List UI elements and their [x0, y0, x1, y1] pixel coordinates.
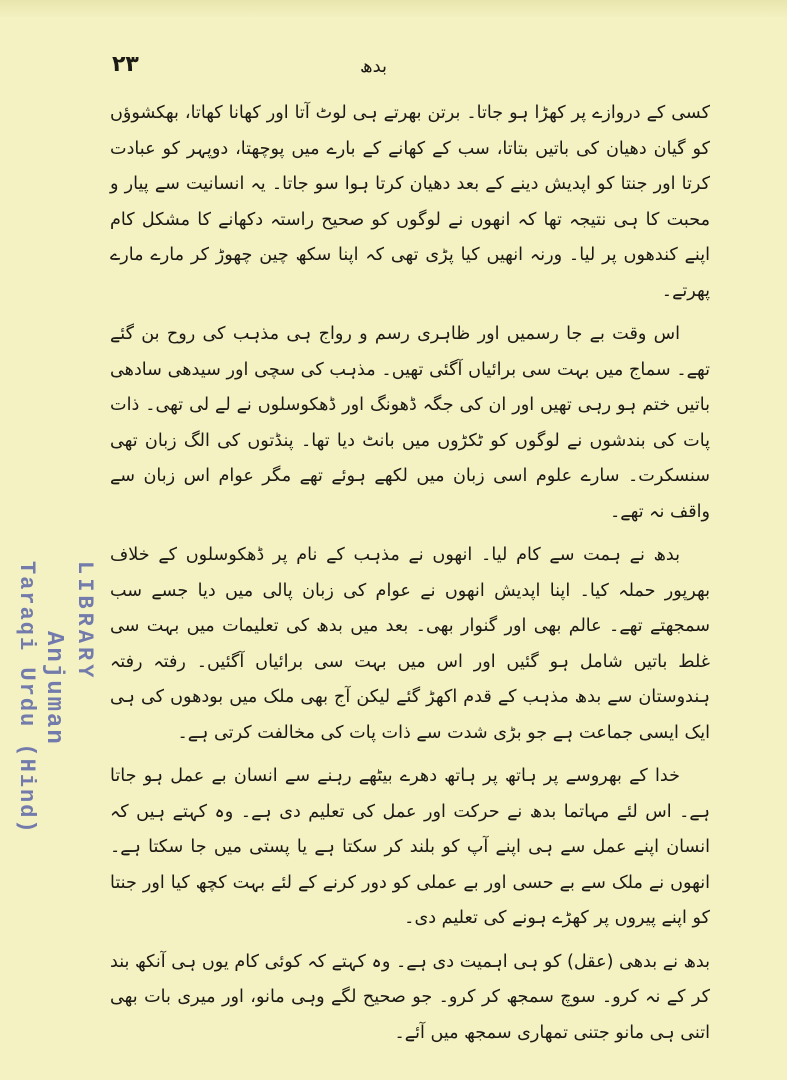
stamp-anjuman-text: Anjuman: [40, 631, 67, 746]
library-stamp: [6, 560, 96, 900]
paragraph-5: بدھ نے بدھی (عقل) کو ہی اہمیت دی ہے۔ وہ کہتے کہ کوئی کام یوں ہی آنکھ بند کر کے نہ کرو۔ سوچ سمجھ کر کرو۔ جو صحیح لگے وہی مانو، اور میری بات بھی اتنی ہی مانو جتنی تمھاری سمجھ میں آئے۔: [110, 951, 710, 1043]
stamp-taraqi-text: Taraqi Urdu (Hind): [14, 561, 39, 835]
paragraph-4: خدا کے بھروسے پر ہاتھ پر ہاتھ دھرے بیٹھے رہنے سے انسان بے عمل ہو جاتا ہے۔ اس لئے مہاتما بدھ نے حرکت اور عمل کی تعلیم دی ہے۔ وہ کہتے ہیں کہ انسان اپنے عمل سے ہی اپنے آپ کو بلند کر سکتا ہے یا پستی میں جا سکتا ہے۔ انھوں نے ملک سے بے حسی اور بے عملی کو دور کرنے کے لئے بہت کچھ کیا اور جنتا کو اپنے پیروں پر کھڑے ہونے کی تعلیم دی۔: [110, 766, 710, 928]
paragraph-1: کسی کے دروازے پر کھڑا ہو جاتا۔ برتن بھرتے ہی لوٹ آتا اور کھانا کھاتا، بھکشوؤں کو گیان دھیان کی باتیں بتاتا، سب کے کھانے کے بارے میں پوچھتا، دوپہر کو عبادت کرتا اور جنتا کو اپدیش دینے کے بعد دھیان کرتا ہوا سو جاتا۔ یہ انسانیت سے پیار و محبت کا ہی نتیجہ تھا کہ انھوں نے لوگوں کو صحیح راستہ دکھانے کا مشکل کام اپنے کندھوں پر لیا۔ ورنہ انھیں کیا پڑی تھی کہ اپنا سکھ چین چھوڑ کر مارے مارے پھرتے۔: [110, 103, 710, 301]
paragraph-3: بدھ نے ہمت سے کام لیا۔ انھوں نے مذہب کے نام پر ڈھکوسلوں کے خلاف بھرپور حملہ کیا۔ اپنا اپدیش انھوں نے عوام کی زبان پالی میں دیا جسے سب سمجھتے تھے۔ عالم بھی اور گنوار بھی۔ بعد میں بدھ کی تعلیمات میں بہت سی غلط باتیں شامل ہو گئیں اور اس میں بہت سی برائیاں آگئیں۔ رفتہ رفتہ ہندوستان سے بدھ مذہب کے قدم اکھڑ گئے لیکن آج بھی ملک میں بودھوں کی ہی ایک ایسی جماعت ہے جو بڑی شدت سے ذات پات کی مخالفت کرتی ہے۔: [110, 545, 710, 743]
body-text: [110, 96, 710, 1059]
running-title: بدھ: [360, 56, 388, 77]
page-top-edge: [0, 0, 787, 18]
paragraph-2: اس وقت بے جا رسمیں اور ظاہری رسم و رواج ہی مذہب کی روح بن گئے تھے۔ سماج میں بہت سی برائیاں آگئی تھیں۔ مذہب کی سچی اور سیدھی سادھی باتیں ختم ہو رہی تھیں اور ان کی جگہ ڈھونگ اور ڈھکوسلوں نے لے لی تھی۔ ذات پات کی بندشوں نے لوگوں کو ٹکڑوں میں بانٹ دیا تھا۔ پنڈتوں کی الگ زبان تھی سنسکرت۔ سارے علوم اسی زبان میں لکھے ہوئے تھے مگر عوام اس زبان سے واقف نہ تھے۔: [110, 324, 710, 522]
stamp-library-text: LIBRARY: [72, 561, 97, 682]
page-number: ۲۳: [112, 52, 139, 77]
